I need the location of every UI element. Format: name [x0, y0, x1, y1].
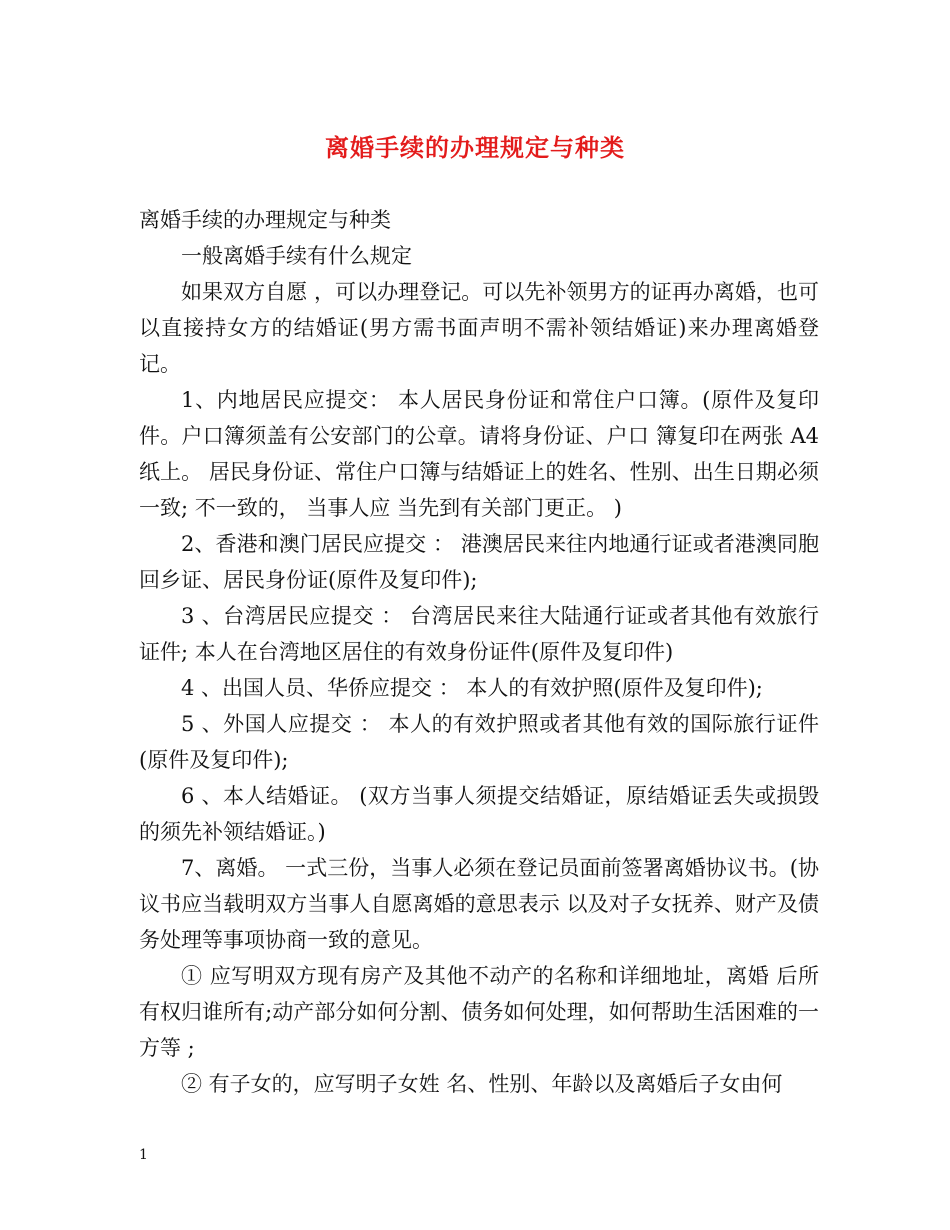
- paragraph: 3 、台湾居民应提交 ： 台湾居民来往大陆通行证或者其他有效旅行证件; 本人在台湾地区居住的有效身份证件(原件及复印件): [139, 604, 819, 664]
- paragraph: ② 有子女的，应写明子女姓 名、性别、年龄以及离婚后子女由何: [181, 1072, 783, 1096]
- paragraph: 5 、外国人应提交 ： 本人的有效护照或者其他有效的国际旅行证件(原件及复印件);: [139, 712, 819, 772]
- paragraph-subheading: 一般离婚手续有什么规定: [181, 244, 412, 268]
- document-body: [139, 202, 819, 1102]
- paragraph-heading: 离婚手续的办理规定与种类: [139, 208, 391, 232]
- paragraph: 4 、出国人员、华侨应提交 ： 本人的有效护照(原件及复印件);: [181, 676, 763, 700]
- paragraph: 2、香港和澳门居民应提交 ： 港澳居民来往内地通行证或者港澳同胞回乡证、居民身份证(原件及复印件);: [139, 532, 819, 592]
- page-number: 1: [139, 1147, 148, 1163]
- paragraph: 6 、本人结婚证。 (双方当事人须提交结婚证，原结婚证丢失或损毁的须先补领结婚证。): [139, 784, 819, 844]
- document-title: 离婚手续的办理规定与种类: [325, 133, 625, 162]
- paragraph: 7、离婚。 一式三份，当事人必须在登记员面前签署离婚协议书。(协议书应当载明双方当事人自愿离婚的意思表示 以及对子女抚养、财产及债务处理等事项协商一致的意见。: [139, 856, 819, 952]
- paragraph: 1、内地居民应提交： 本人居民身份证和常住户口簿。(原件及复印件。户口簿须盖有公安部门的公章。请将身份证、户口 簿复印在两张 A4 纸上。 居民身份证、常住户口簿与结婚证上的姓名、性别、出生日期必须一致; 不一致的， 当事人应 当先到有关部门更正。 ): [139, 388, 819, 520]
- paragraph: 如果双方自愿 ，可以办理登记。可以先补领男方的证再办离婚，也可以直接持女方的结婚证(男方需书面声明不需补领结婚证)来办理离婚登记。: [139, 280, 819, 376]
- paragraph: ① 应写明双方现有房产及其他不动产的名称和详细地址，离婚 后所有权归谁所有;动产部分如何分割、债务如何处理，如何帮助生活困难的一方等 ;: [139, 964, 819, 1060]
